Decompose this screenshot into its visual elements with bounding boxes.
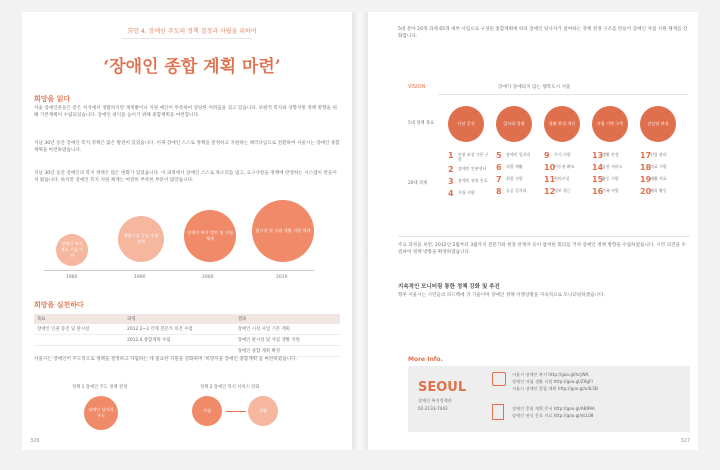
page-number: 327	[680, 438, 690, 444]
table-cell: 2012.4 종합계획 수립	[124, 335, 235, 346]
table-cell: 장애인 종합 계획 확정	[235, 346, 340, 357]
more-info-title: More Info.	[408, 356, 443, 363]
plan-table	[34, 314, 340, 357]
right-page	[368, 12, 698, 450]
vision-text: 장애가 장애되지 않는 행복도시 서울	[498, 85, 571, 90]
table-cell	[34, 335, 124, 346]
goal-circle: 건강권 보장	[640, 106, 676, 142]
task-item: 19 재활 치료	[640, 175, 667, 184]
more-info-box	[408, 366, 690, 432]
table-cell: 장애인 인권 증진 및 탈시설	[34, 324, 124, 335]
task-item: 16 가족 지원	[592, 187, 619, 196]
link-row[interactable]: 장애인 자립 생활 지원 http://goo.gl/Z9gFI	[512, 379, 593, 384]
link-row[interactable]: 장애인 종합 계획 문서 http://goo.gl/AB99A	[512, 406, 595, 411]
task-item: 14 돌봄 서비스	[592, 163, 623, 172]
section-heading: 희망을 읽다	[34, 95, 71, 103]
timeline-year: 1990	[134, 275, 146, 280]
timeline-year: 2000	[202, 275, 214, 280]
table-row	[34, 346, 340, 357]
goal-circle: 일자리 창출	[496, 106, 532, 142]
paragraph: 향후 서울시는 시민들의 피드백에 귀 기울이며 장애인 정책 이행상황을 지속적으로 모니터링하겠습니다.	[398, 293, 605, 298]
paragraph: 5대 분야 20개 과제 65개 세부 사업으로 구성된 종합계획에 따라 장애인 당사자가 참여하는 정책 결정 구조를 만들어 장애인 자립 지원 체계를 강화합니다.	[398, 27, 688, 40]
task-item: 18 의료 지원	[640, 163, 667, 172]
left-page	[22, 12, 352, 450]
divider	[122, 38, 252, 39]
table-row	[34, 324, 340, 335]
row-label: 5대 정책 목표	[408, 121, 435, 126]
task-item: 2 장애인 인권센터	[448, 165, 487, 175]
phone: 02-2133-7443	[418, 406, 448, 411]
row-label: 20대 과제	[408, 181, 428, 186]
task-item: 12 정보 접근	[544, 187, 571, 196]
department: 장애인 복지정책과	[418, 398, 452, 403]
task-column	[544, 152, 588, 200]
task-item: 10 이동권 확보	[544, 163, 575, 172]
task-item: 3 장애인 권익 옹호	[448, 177, 488, 187]
goal-circle: 자립 기반 구축	[592, 106, 628, 142]
divider	[438, 94, 688, 95]
arrow-icon	[226, 411, 246, 412]
document-icon	[492, 404, 504, 420]
timeline-bubble: 장애인 복지 법안 및 지원 체계	[184, 210, 236, 262]
diagram-circle: 자활	[248, 396, 278, 426]
diagram-label: 정책 2 장애인 복지 서비스 강화	[200, 385, 260, 390]
kicker: 희망 4. 장애인 주도의 정책 결정과 자립을 위하여	[127, 28, 257, 35]
task-item: 5 장애인 일자리	[496, 151, 531, 160]
page-number: 326	[30, 438, 40, 444]
link-row[interactable]: 장애인 권익 옹호 자료 http://goo.gl/dcL08	[512, 413, 594, 418]
table-cell: 장애인 시설 사업 기본 계획	[235, 324, 340, 335]
table-header: 목표	[34, 314, 124, 324]
timeline-year: 1980	[66, 275, 78, 280]
table-cell: 2012.2~3 각계 전문가 의견 수렴	[124, 324, 235, 335]
task-item: 11 편의시설	[544, 175, 570, 184]
diagram-circle: 장애인 당사자 주도	[84, 396, 118, 430]
goal-circle: 생활 환경 개선	[544, 106, 580, 142]
paragraph: 지난 30년 동안 장애인의 복지 정책은 많은 변화가 있었습니다. 이 과정에서 장애인 스스로 목소리를 냈고, 요구사항을 정책에 반영하는 시스템이 만들어져 왔습니다. 하지만 장애인 복지 지원 체계는 여전히 부족한 부분이 많았습니다.	[34, 171, 337, 184]
task-item: 7 취업 지원	[496, 175, 523, 184]
section-heading: 희망을 실천하다	[34, 301, 84, 309]
home-icon	[492, 372, 506, 386]
table-cell	[124, 346, 235, 357]
task-item: 6 직업 재활	[496, 163, 523, 172]
page-fold	[352, 12, 368, 450]
task-column	[640, 152, 684, 200]
paragraph: 서울 장애인분들은 같은 처지에서 생활하지만 재개발이나 지원 예산이 부족하여 상당한 어려움을 겪고 있습니다. 보편적 복지와 상향지원 정책 방향을 위해 기본계획이 수립되었습니다. 장애인 권익을 높이기 위해 종합계획을 마련합니다.	[34, 106, 337, 119]
task-column	[496, 152, 540, 200]
page-title: ‘장애인 종합 계획 마련’	[103, 57, 281, 77]
paragraph: 지난 30년 동안 장애인 복지 정책은 많은 발전이 있었습니다. 이제 장애인 스스로 정책을 결정하고 지원하는 패러다임으로 전환하여 서울시는 장애인 종합 계획을 마련하였습니다.	[34, 141, 340, 154]
divider	[398, 236, 690, 237]
task-item: 17 건강 관리	[640, 151, 667, 160]
task-item: 4 자립 지원	[448, 189, 475, 199]
timeline-axis	[44, 270, 314, 271]
task-column	[448, 152, 492, 202]
table-header: 과정	[124, 314, 235, 324]
goal-circle: 인권 증진	[448, 106, 484, 142]
link-row[interactable]: 서울시 장애인 종합 계획 http://goo.gl/x4L5B	[512, 386, 598, 391]
diagram-circle: 자립	[192, 396, 222, 426]
table-row	[34, 335, 340, 346]
task-item: 13 생활 안정	[592, 151, 619, 160]
task-item: 9 주거 지원	[544, 151, 571, 160]
timeline-bubble: 탈시설 및 자립 생활 지원 체계	[252, 200, 314, 262]
task-item: 8 공공 일자리	[496, 187, 527, 196]
sub-heading: 지속적인 모니터링 통한 정책 강화 및 추진	[398, 284, 500, 290]
timeline-bubble: 장애인 복지 제도 기틀 마련	[56, 234, 88, 266]
paragraph: 주요 과정을 보면, 2012년 2월부터 3월까지 전문가와 현장 관계자 등이 참여한 회의를 거쳐 장애인 정책 방향을 수립하였습니다. 시민 의견을 수렴하여 정책 방향을 확정하였습니다.	[398, 243, 686, 256]
task-item: 1 인권 보장 기본 구축	[448, 151, 489, 163]
task-item: 15 활동 지원	[592, 175, 619, 184]
link-row[interactable]: 서울시 장애인 복지 http://goo.gl/hcJWA	[512, 372, 589, 377]
vision-label: VISION	[408, 84, 426, 90]
table-cell	[34, 346, 124, 357]
task-column	[592, 152, 636, 200]
table-cell: 장애인 탈시설 및 자립 생활 지원	[235, 335, 340, 346]
task-item: 20 체육 활동	[640, 187, 667, 196]
timeline-bubble: 생활시설 중심 수용 정책	[118, 216, 164, 262]
paragraph: 서울시는 장애인이 주도적으로 정책을 결정하고 자립하는 데 필요한 지원을 강화하며 ‘희망서울 장애인 종합계획’을 마련하였습니다.	[34, 357, 297, 362]
table-header: 결과	[235, 314, 340, 324]
timeline-year: 2010	[276, 275, 288, 280]
diagram-label: 정책 1 장애인 주도 정책 결정	[72, 385, 128, 390]
seoul-logo: SEOUL	[418, 380, 467, 395]
